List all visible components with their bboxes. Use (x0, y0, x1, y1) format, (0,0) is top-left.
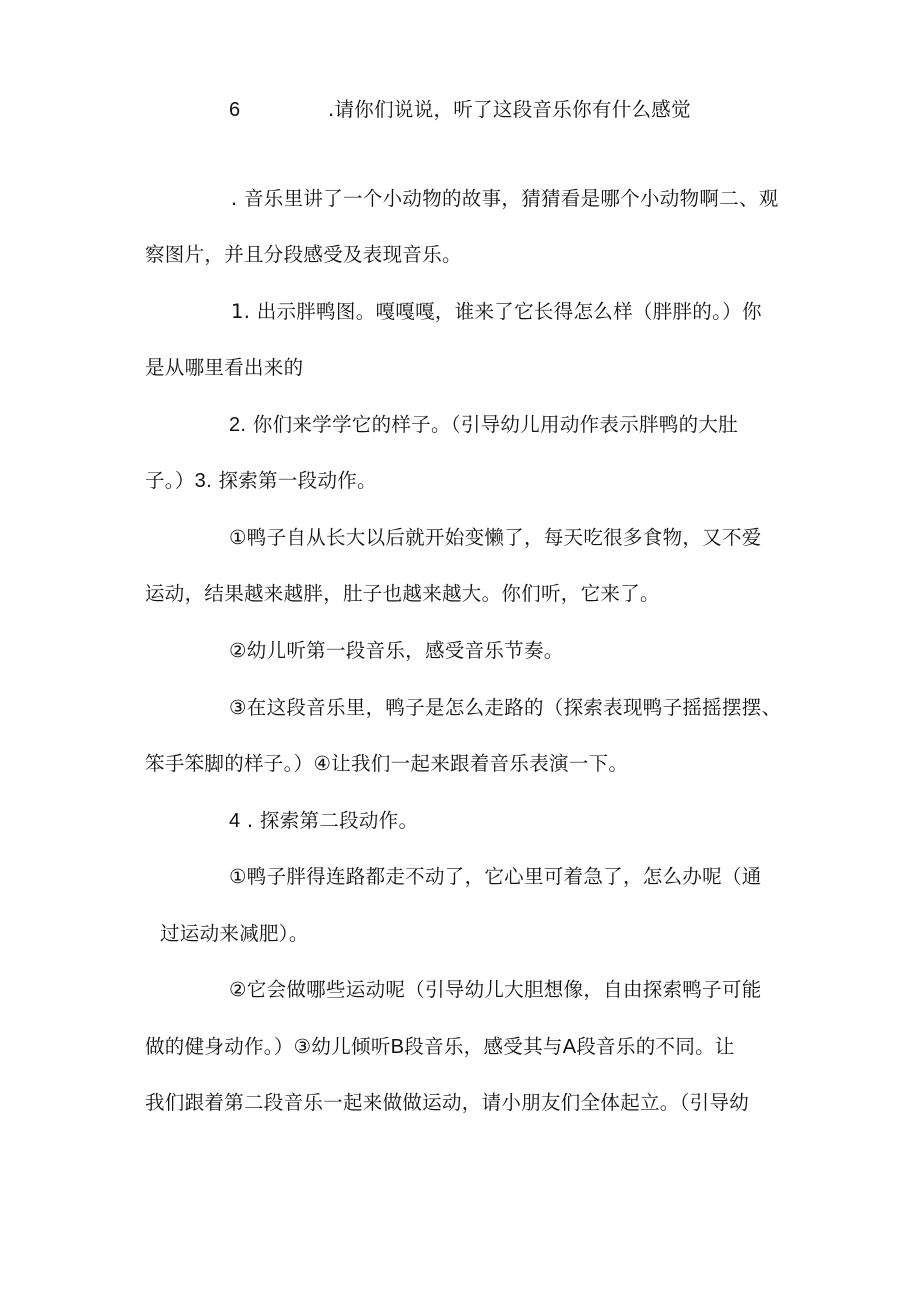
heading-number: 6 (229, 99, 241, 121)
paragraph-8-line-1: ①鸭子胖得连路都走不动了，它心里可着急了，怎么办呢（通 (229, 865, 762, 888)
paragraph-7-line-1: 4 . 探索第二段动作。 (229, 809, 419, 832)
paragraph-5-line-1: ②幼儿听第一段音乐，感受音乐节奏。 (229, 639, 564, 662)
paragraph-7-number: 4 (229, 810, 241, 832)
paragraph-6-line-2: 笨手笨脚的样子。）④让我们一起来跟着音乐表演一下。 (145, 752, 629, 775)
paragraph-3-inline-number: 3. (194, 470, 212, 492)
letter-a: A (562, 1036, 577, 1058)
paragraph-3-line-1 (229, 411, 738, 439)
heading-text: .请你们说说，听了这段音乐你有什么感觉 (328, 98, 691, 121)
letter-b: B (390, 1036, 405, 1058)
paragraph-3-number: 2. (229, 414, 247, 436)
paragraph-9-line-2: 做的健身动作。）③幼儿倾听B段音乐，感受其与A段音乐的不同。让 (145, 1035, 735, 1058)
paragraph-6-line-1: ③在这段音乐里，鸭子是怎么走路的（探索表现鸭子摇摇摆摆、 (229, 696, 782, 719)
paragraph-2-line-2: 是从哪里看出来的 (145, 356, 304, 379)
paragraph-4-line-1: ①鸭子自从长大以后就开始变懒了，每天吃很多食物，又不爱 (229, 526, 762, 549)
paragraph-3-text: 你们来学学它的样子。（引导幼儿用动作表示胖鸭的大肚 (252, 413, 739, 436)
paragraph-1-line-2: 察图片，并且分段感受及表现音乐。 (145, 243, 462, 266)
paragraph-9-line-1: ②它会做哪些运动呢（引导幼儿大胆想像，自由探索鸭子可能 (229, 978, 762, 1001)
paragraph-1-line-1: . 音乐里讲了一个小动物的故事，猜猜看是哪个小动物啊二、观 (231, 187, 779, 210)
paragraph-3-line-2: 子。）3. 探索第一段动作。 (145, 469, 377, 492)
paragraph-2-line-1: 1. 出示胖鸭图。嘎嘎嘎，谁来了它长得怎么样（胖胖的。）你 (231, 300, 762, 323)
paragraph-8-line-2: 过运动来减肥）。 (160, 922, 309, 945)
paragraph-9-line-3: 我们跟着第二段音乐一起来做做运动，请小朋友们全体起立。（引导幼 (145, 1091, 750, 1114)
paragraph-4-line-2: 运动，结果越来越胖，肚子也越来越大。你们听，它来了。 (145, 582, 660, 605)
